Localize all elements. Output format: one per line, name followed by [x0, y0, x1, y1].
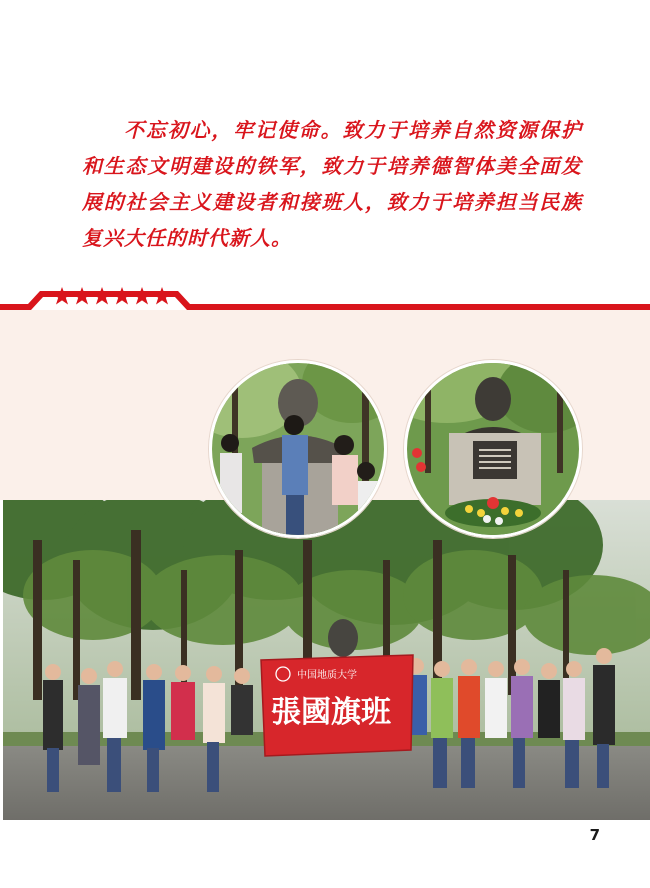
banner-small-text: 中国地质大学 [297, 670, 357, 681]
motto-paragraph [82, 112, 582, 256]
circle-photo-right [404, 360, 582, 538]
page-number: 7 [589, 826, 600, 844]
banner-text: 張國旗班 [271, 695, 391, 730]
circle-photo-left [209, 360, 387, 538]
motto-text: 不忘初心，牢记使命。致力于培养自然资源保护和生态文明建设的铁军，致力于培养德智体美全面发展的社会主义建设者和接班人，致力于培养担当民族复兴大任的时代新人。 [82, 118, 582, 250]
group-photo [3, 500, 650, 820]
group-banner [261, 655, 413, 756]
star-divider [0, 285, 650, 311]
